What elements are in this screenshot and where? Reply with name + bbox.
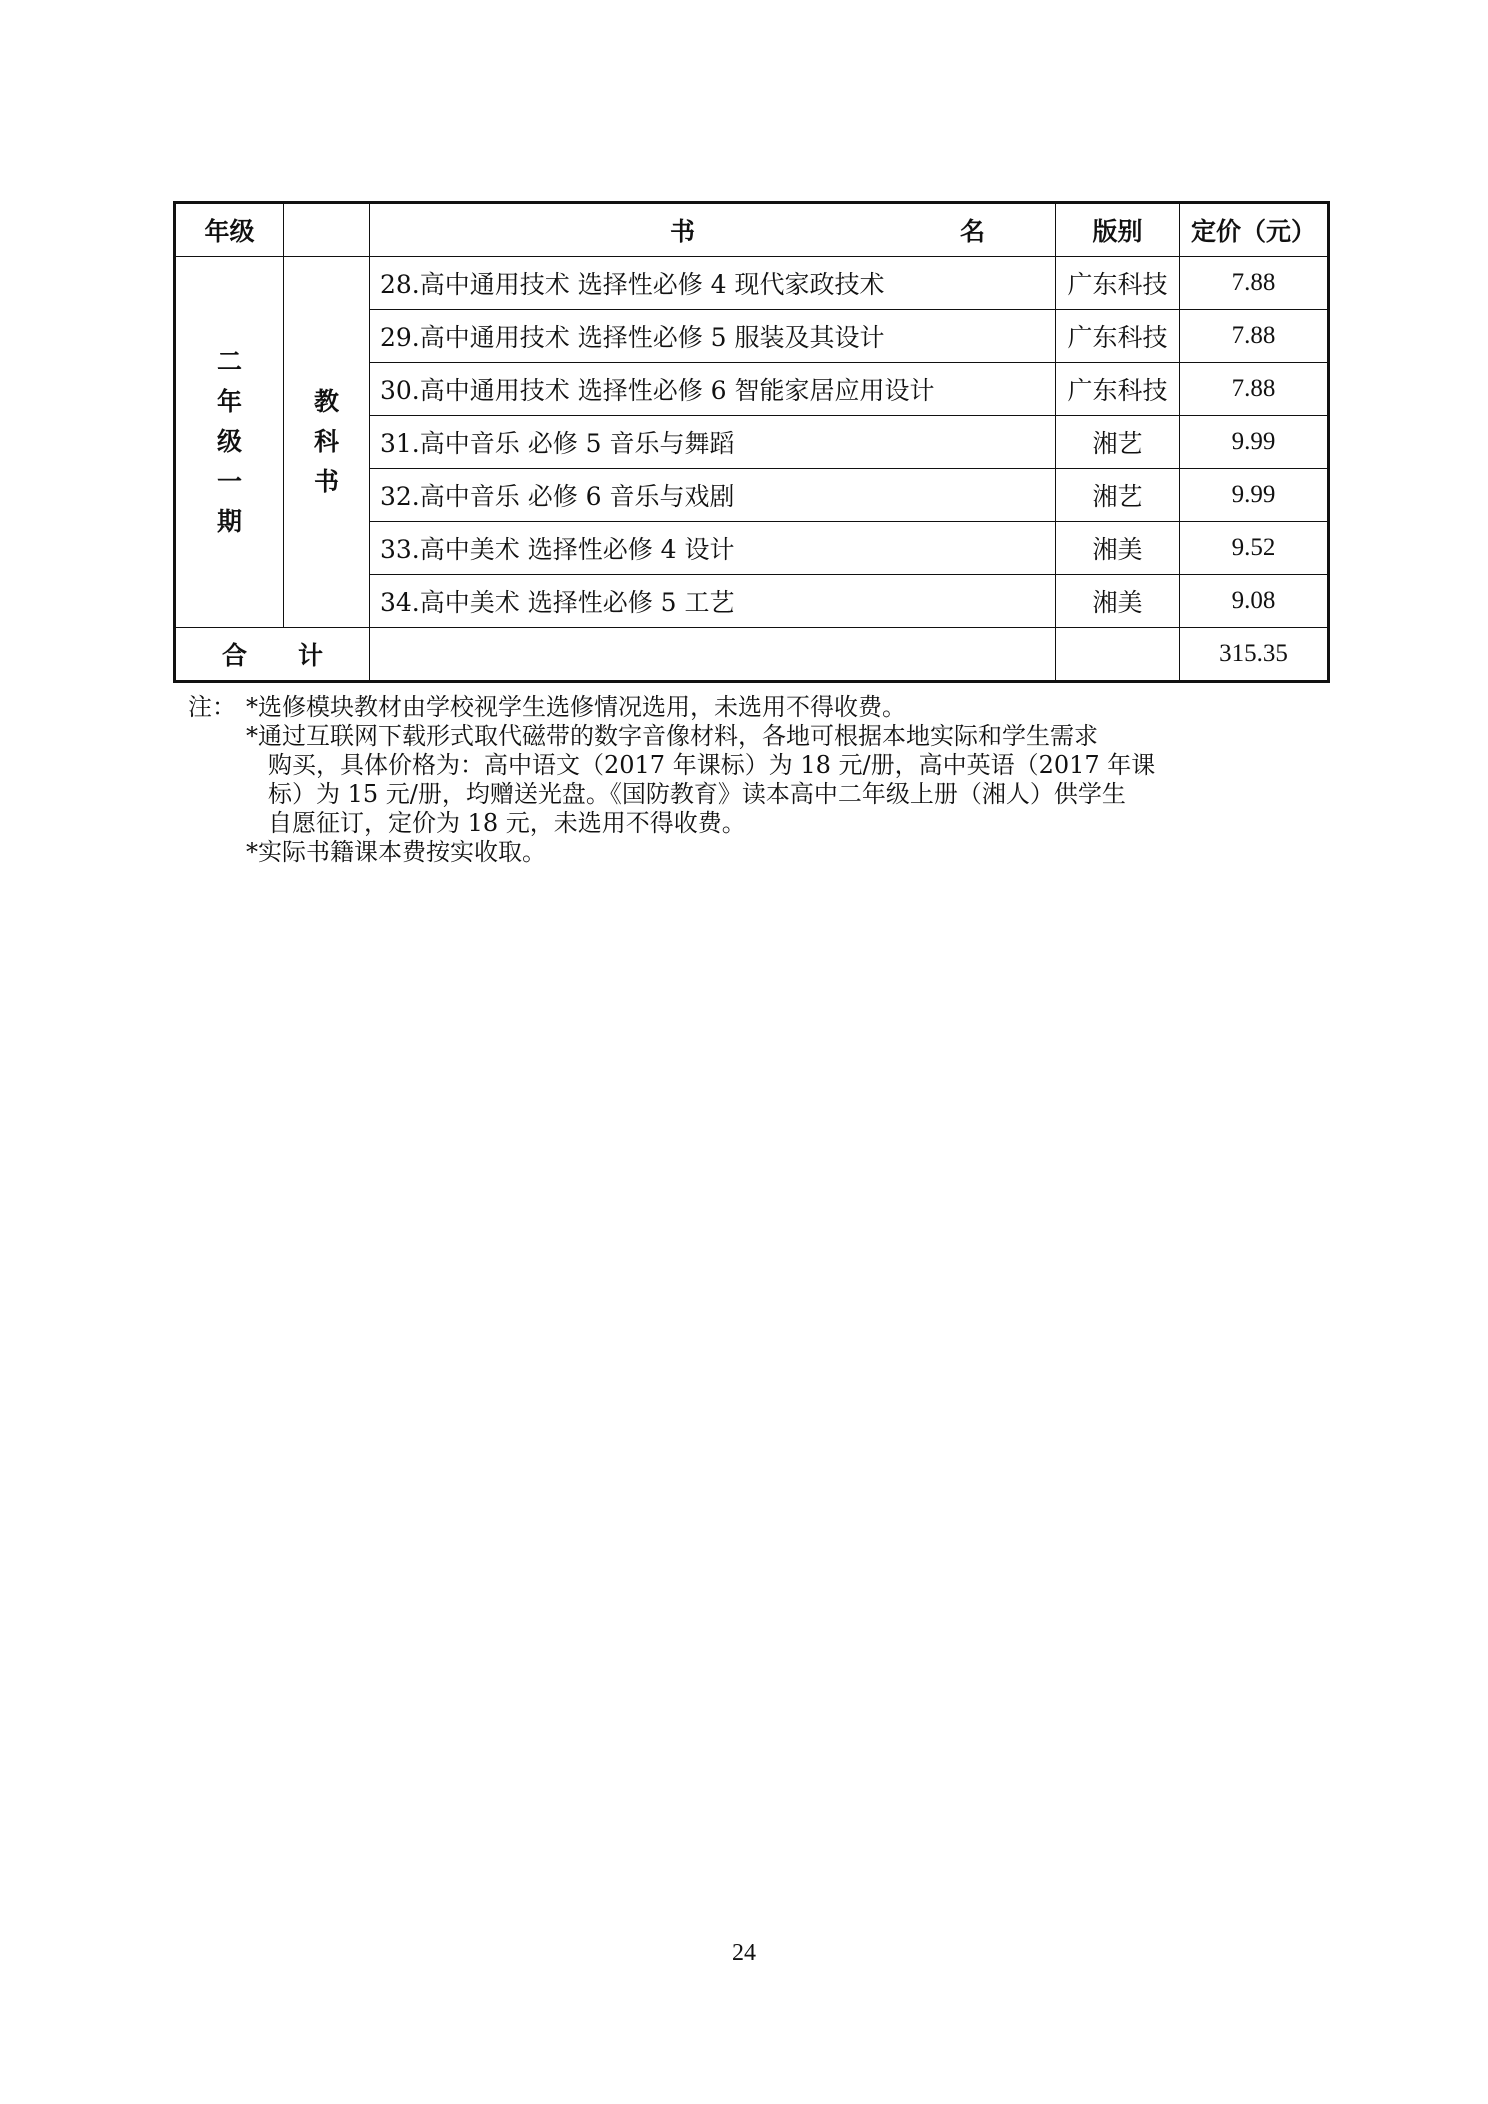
- book-title: 28.高中通用技术 选择性必修 4 现代家政技术: [370, 257, 1056, 310]
- grade-char: 年: [216, 387, 242, 416]
- publisher: 湘艺: [1056, 416, 1180, 469]
- price: 9.52: [1180, 522, 1329, 575]
- publisher: 广东科技: [1056, 257, 1180, 310]
- note-3: *实际书籍课本费按实收取。: [246, 838, 546, 866]
- notes-lead: 注：: [188, 693, 236, 721]
- header-publisher: 版别: [1056, 203, 1180, 257]
- notes-section: [188, 693, 1330, 867]
- total-empty-book: [370, 628, 1056, 682]
- publisher: 湘艺: [1056, 469, 1180, 522]
- header-empty: [284, 203, 370, 257]
- grade-char: 一: [216, 467, 242, 496]
- book-title: 33.高中美术 选择性必修 4 设计: [370, 522, 1056, 575]
- grade-cell: [175, 257, 284, 628]
- category-char: 教: [313, 387, 339, 416]
- header-book-char-2: 名: [959, 217, 985, 246]
- publisher: 湘美: [1056, 522, 1180, 575]
- note-1: *选修模块教材由学校视学生选修情况选用，未选用不得收费。: [246, 693, 906, 721]
- textbook-price-table: [173, 201, 1330, 683]
- publisher: 湘美: [1056, 575, 1180, 628]
- price: 9.08: [1180, 575, 1329, 628]
- header-book-char-1: 书: [670, 217, 696, 246]
- book-title: 34.高中美术 选择性必修 5 工艺: [370, 575, 1056, 628]
- price: 7.88: [1180, 363, 1329, 416]
- price: 9.99: [1180, 416, 1329, 469]
- total-empty-publisher: [1056, 628, 1180, 682]
- price: 9.99: [1180, 469, 1329, 522]
- note-2a: *通过互联网下载形式取代磁带的数字音像材料，各地可根据本地实际和学生需求: [246, 722, 1098, 750]
- note-2c: 标）为 15 元/册，均赠送光盘。《国防教育》读本高中二年级上册（湘人）供学生: [268, 780, 1126, 808]
- note-2b: 购买，具体价格为：高中语文（2017 年课标）为 18 元/册，高中英语（2017 年课: [268, 751, 1156, 779]
- grade-char: 级: [216, 427, 242, 456]
- book-title: 30.高中通用技术 选择性必修 6 智能家居应用设计: [370, 363, 1056, 416]
- book-title: 32.高中音乐 必修 6 音乐与戏剧: [370, 469, 1056, 522]
- grade-char: 期: [216, 507, 242, 536]
- total-char-1: 合: [222, 641, 248, 670]
- book-title: 31.高中音乐 必修 5 音乐与舞蹈: [370, 416, 1056, 469]
- table-row: [175, 257, 1329, 310]
- grade-char: 二: [216, 347, 242, 376]
- header-price: 定价（元）: [1180, 203, 1329, 257]
- total-row: [175, 628, 1329, 682]
- header-book-name: [370, 203, 1056, 257]
- price: 7.88: [1180, 257, 1329, 310]
- page-number: 24: [732, 1940, 756, 1966]
- header-grade: 年级: [175, 203, 284, 257]
- category-char: 科: [313, 427, 339, 456]
- category-cell: [284, 257, 370, 628]
- price: 7.88: [1180, 310, 1329, 363]
- publisher: 广东科技: [1056, 310, 1180, 363]
- note-2d: 自愿征订，定价为 18 元，未选用不得收费。: [268, 809, 746, 837]
- category-char: 书: [313, 467, 339, 496]
- table-header-row: [175, 203, 1329, 257]
- total-price: 315.35: [1180, 628, 1329, 682]
- total-label: [175, 628, 370, 682]
- total-char-2: 计: [297, 641, 323, 670]
- note-line: [188, 693, 1330, 722]
- book-title: 29.高中通用技术 选择性必修 5 服装及其设计: [370, 310, 1056, 363]
- publisher: 广东科技: [1056, 363, 1180, 416]
